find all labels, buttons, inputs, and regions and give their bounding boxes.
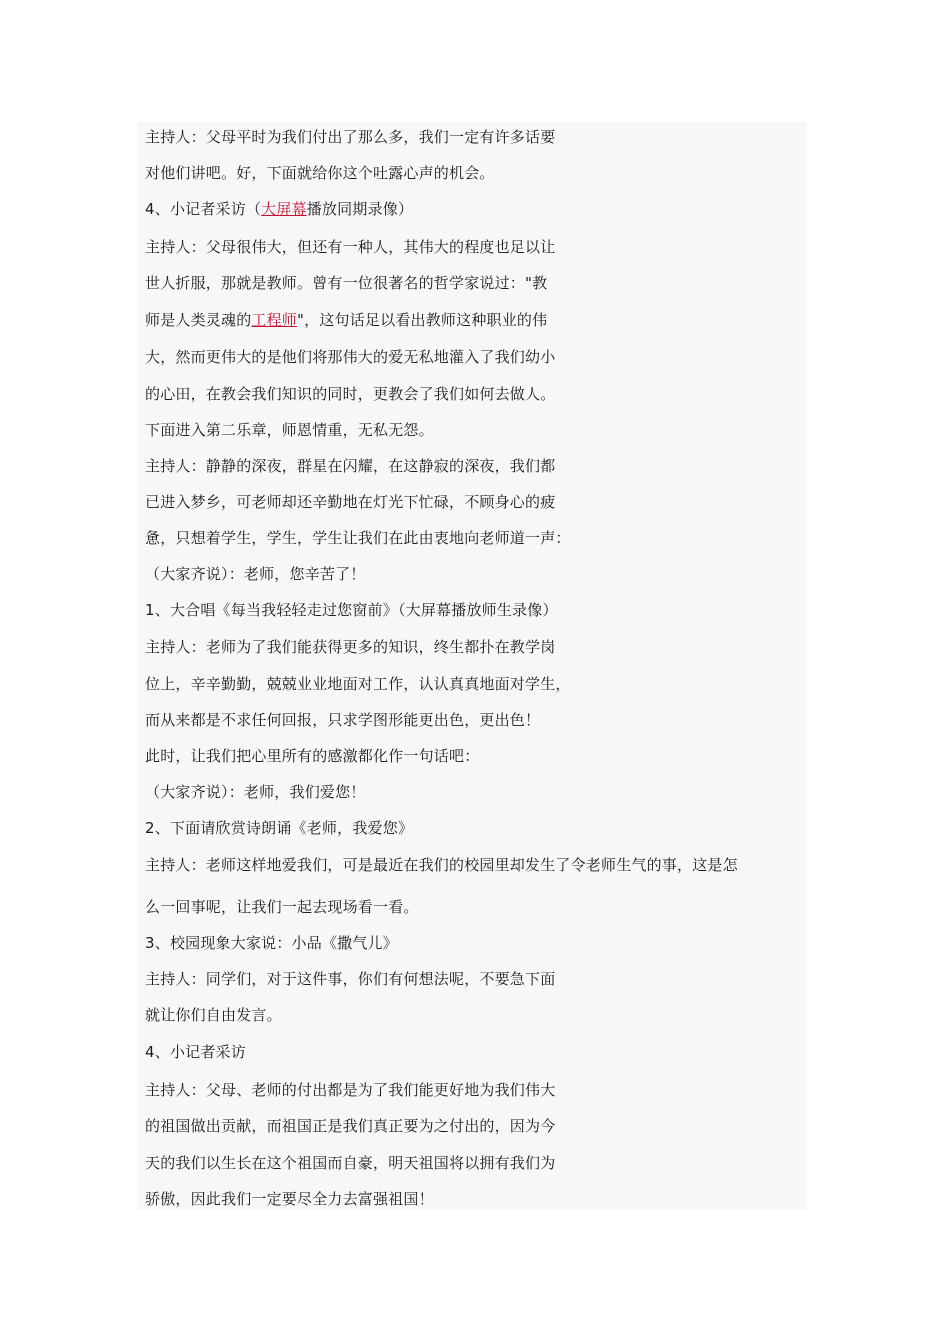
line-text: 4、小记者采访（ [145,200,262,218]
heading-line: 1、大合唱《每当我轻轻走过您窗前》（大屏幕播放师生录像） [145,601,558,619]
text-line: 此时，让我们把心里所有的感激都化作一句话吧： [145,747,480,765]
text-line: 对他们讲吧。好，下面就给你这个吐露心声的机会。 [145,164,495,182]
text-line: 已进入梦乡，可老师却还辛勤地在灯光下忙碌，不顾身心的疲 [145,493,556,511]
line-text: 师是人类灵魂的 [145,311,252,329]
heading-line: 3、校园现象大家说：小品《撒气儿》 [145,934,398,952]
text-line: 就让你们自由发言。 [145,1006,282,1024]
text-line: 骄傲，因此我们一定要尽全力去富强祖国！ [145,1190,434,1208]
big-screen-link[interactable]: 大屏幕 [261,200,307,218]
text-line: 主持人：父母、老师的付出都是为了我们能更好地为我们伟大 [145,1081,556,1099]
heading-line: 2、下面请欣赏诗朗诵《老师，我爱您》 [145,819,414,837]
text-line: 主持人：老师这样地爱我们，可是最近在我们的校园里却发生了令老师生气的事，这是怎 [145,856,738,874]
line-text: 播放同期录像） [306,200,414,218]
text-line: 天的我们以生长在这个祖国而自豪，明天祖国将以拥有我们为 [145,1154,556,1172]
text-line: 主持人：父母很伟大，但还有一种人，其伟大的程度也足以让 [145,238,556,256]
heading-line: 4、小记者采访 [145,1043,246,1061]
text-line: 主持人：父母平时为我们付出了那么多，我们一定有许多话要 [145,128,556,146]
engineer-link[interactable]: 工程师 [251,311,298,329]
text-line [145,310,547,330]
text-line: 而从来都是不求任何回报，只求学图形能更出色，更出色！ [145,711,541,729]
text-line: 大，然而更伟大的是他们将那伟大的爱无私地灌入了我们幼小 [145,348,556,366]
line-text: "，这句话足以看出教师这种职业的伟 [297,311,548,329]
text-line: 主持人：老师为了我们能获得更多的知识，终生都扑在教学岗 [145,638,556,656]
text-line: 世人折服，那就是教师。曾有一位很著名的哲学家说过："教 [145,274,548,292]
text-line: 下面进入第二乐章，师恩情重，无私无怨。 [145,421,434,439]
text-line: 主持人：同学们，对于这件事，你们有何想法呢，不要急下面 [145,970,556,988]
text-line: 的祖国做出贡献，而祖国正是我们真正要为之付出的，因为今 [145,1117,556,1135]
text-line: 位上，辛辛勤勤，兢兢业业地面对工作，认认真真地面对学生， [145,675,571,693]
text-line: 主持人：静静的深夜，群星在闪耀，在这静寂的深夜，我们都 [145,457,556,475]
text-line: 的心田，在教会我们知识的同时，更教会了我们如何去做人。 [145,385,556,403]
text-line: （大家齐说）：老师，我们爱您！ [145,783,366,801]
heading-line [145,199,413,219]
text-line: 么一回事呢，让我们一起去现场看一看。 [145,898,419,916]
text-line: 惫，只想着学生，学生，学生让我们在此由衷地向老师道一声： [145,529,571,547]
text-line: （大家齐说）：老师，您辛苦了！ [145,565,366,583]
